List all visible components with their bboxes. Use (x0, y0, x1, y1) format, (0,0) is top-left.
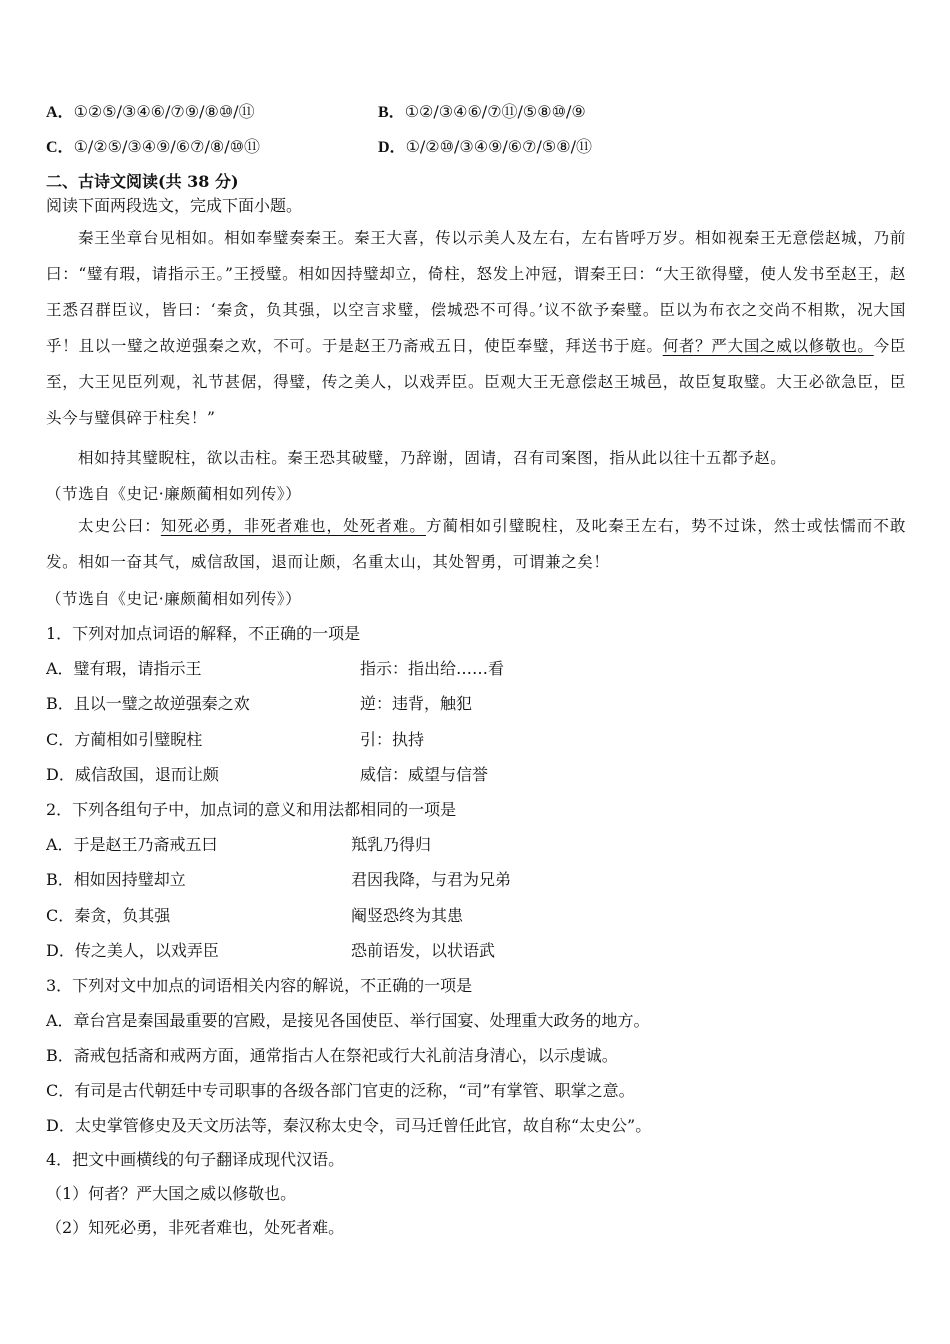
option-text: ①②/③④⑥/⑦⑪/⑤⑧⑩/⑨ (404, 102, 586, 121)
option-letter: C． (46, 139, 74, 156)
question-1-stem: 1．下列对加点词语的解释，不正确的一项是 (46, 624, 361, 643)
question-4-item-2: （2）知死必勇，非死者难也，处死者难。 (46, 1218, 345, 1237)
underlined-sentence-2: 知死必勇，非死者难也，处死者难。 (160, 517, 426, 535)
question-2-option-d: D．传之美人，以戏弄臣 (46, 941, 219, 960)
passage-2-paragraph (46, 508, 906, 580)
question-1-option-b-gloss: 逆：违背，触犯 (360, 694, 473, 713)
answer-option-a (46, 102, 255, 123)
option-text: ①②⑤/③④⑥/⑦⑨/⑧⑩/⑪ (73, 102, 255, 121)
question-1-option-c: C．方蔺相如引璧睨柱 (46, 730, 203, 749)
question-2-option-c-compare: 阉竖恐终为其患 (351, 906, 464, 925)
answer-option-c (46, 137, 260, 158)
question-1-option-d: D．威信敌国，退而让颇 (46, 765, 219, 784)
question-1-option-a: A．璧有瑕，请指示王 (46, 659, 202, 678)
question-4-item-1: （1）何者？严大国之威以修敬也。 (46, 1184, 297, 1203)
option-text: ①/②⑩/③④⑨/⑥⑦/⑤⑧/⑪ (405, 137, 592, 156)
underlined-sentence-1: 何者？严大国之威以修敬也。 (662, 337, 874, 355)
option-text: ①/②⑤/③④⑨/⑥⑦/⑧/⑩⑪ (73, 137, 260, 156)
passage-text: 方蔺相如引璧睨柱，及叱秦王左右，势不过诛，然士或怯懦而不敢发。相如一奋其气，威信敌国，退而让颇，名重太山，其处智勇，可谓兼之矣！ (46, 517, 906, 571)
question-4-stem: 4．把文中画横线的句子翻译成现代汉语。 (46, 1150, 345, 1169)
question-3-option-b: B．斋戒包括斋和戒两方面，通常指古人在祭祀或行大礼前洁身清心，以示虔诚。 (46, 1046, 618, 1065)
section-title: 二、古诗文阅读(共 38 分) (46, 172, 239, 191)
question-1-option-a-gloss: 指示：指出给……看 (360, 659, 505, 678)
section-instruction: 阅读下面两段选文，完成下面小题。 (46, 196, 303, 215)
option-letter: B． (378, 104, 405, 121)
passage-1-paragraph-1 (46, 220, 906, 436)
question-1-option-d-gloss: 威信：威望与信誉 (360, 765, 489, 784)
passage-2-source: （节选自《史记·廉颇蔺相如列传》） (46, 590, 302, 608)
option-letter: D． (378, 139, 406, 156)
question-3-stem: 3．下列对文中加点的词语相关内容的解说，不正确的一项是 (46, 976, 473, 995)
question-1-option-c-gloss: 引：执持 (360, 730, 425, 749)
question-3-option-c: C．有司是古代朝廷中专司职事的各级各部门官吏的泛称，“司”有掌管、职掌之意。 (46, 1081, 635, 1100)
question-2-stem: 2．下列各组句子中，加点词的意义和用法都相同的一项是 (46, 800, 457, 819)
answer-option-b (378, 102, 586, 123)
answer-option-d (378, 137, 592, 158)
passage-text: 太史公曰： (78, 517, 161, 535)
question-3-option-a: A．章台宫是秦国最重要的宫殿，是接见各国使臣、举行国宴、处理重大政务的地方。 (46, 1011, 650, 1030)
passage-text: 秦王坐章台见相如。相如奉璧奏秦王。秦王大喜，传以示美人及左右，左右皆呼万岁。相如视秦王无意偿赵城，乃前曰：“璧有瑕，请指示王。”王授璧。相如因持璧却立，倚柱，怒发上冲冠，谓秦王曰：“大王欲得璧，使人发书至赵王，赵王悉召群臣议，皆曰：‘秦贪，负其强，以空言求璧，偿城恐不可得。’议不欲予秦璧。臣以为布衣之交尚不相欺，况大国乎！且以一璧之故逆强秦之欢，不可。于是赵王乃斋戒五日，使臣奉璧，拜送书于庭。 (46, 229, 906, 355)
passage-text: 今臣至，大王见臣列观，礼节甚倨，得璧，传之美人，以戏弄臣。臣观大王无意偿赵王城邑，故臣复取璧。大王必欲急臣，臣头今与璧俱碎于柱矣！” (46, 337, 906, 427)
question-2-option-a: A．于是赵王乃斋戒五曰 (46, 835, 218, 854)
question-2-option-a-compare: 羝乳乃得归 (351, 835, 432, 854)
question-2-option-b-compare: 君因我降，与君为兄弟 (351, 870, 512, 889)
option-letter: A． (46, 104, 74, 121)
question-2-option-c: C．秦贪，负其强 (46, 906, 171, 925)
question-3-option-d: D．太史掌管修史及天文历法等，秦汉称太史令，司马迁曾任此官，故自称“太史公”。 (46, 1116, 652, 1135)
question-1-option-b: B．且以一璧之故逆强秦之欢 (46, 694, 250, 713)
passage-1-source: （节选自《史记·廉颇蔺相如列传》） (46, 485, 302, 503)
passage-1-paragraph-2: 相如持其璧睨柱，欲以击柱。秦王恐其破璧，乃辞谢，固请，召有司案图，指从此以往十五都予赵。 (78, 449, 787, 467)
question-2-option-b: B．相如因持璧却立 (46, 870, 186, 889)
question-2-option-d-compare: 恐前语发，以状语武 (351, 941, 496, 960)
